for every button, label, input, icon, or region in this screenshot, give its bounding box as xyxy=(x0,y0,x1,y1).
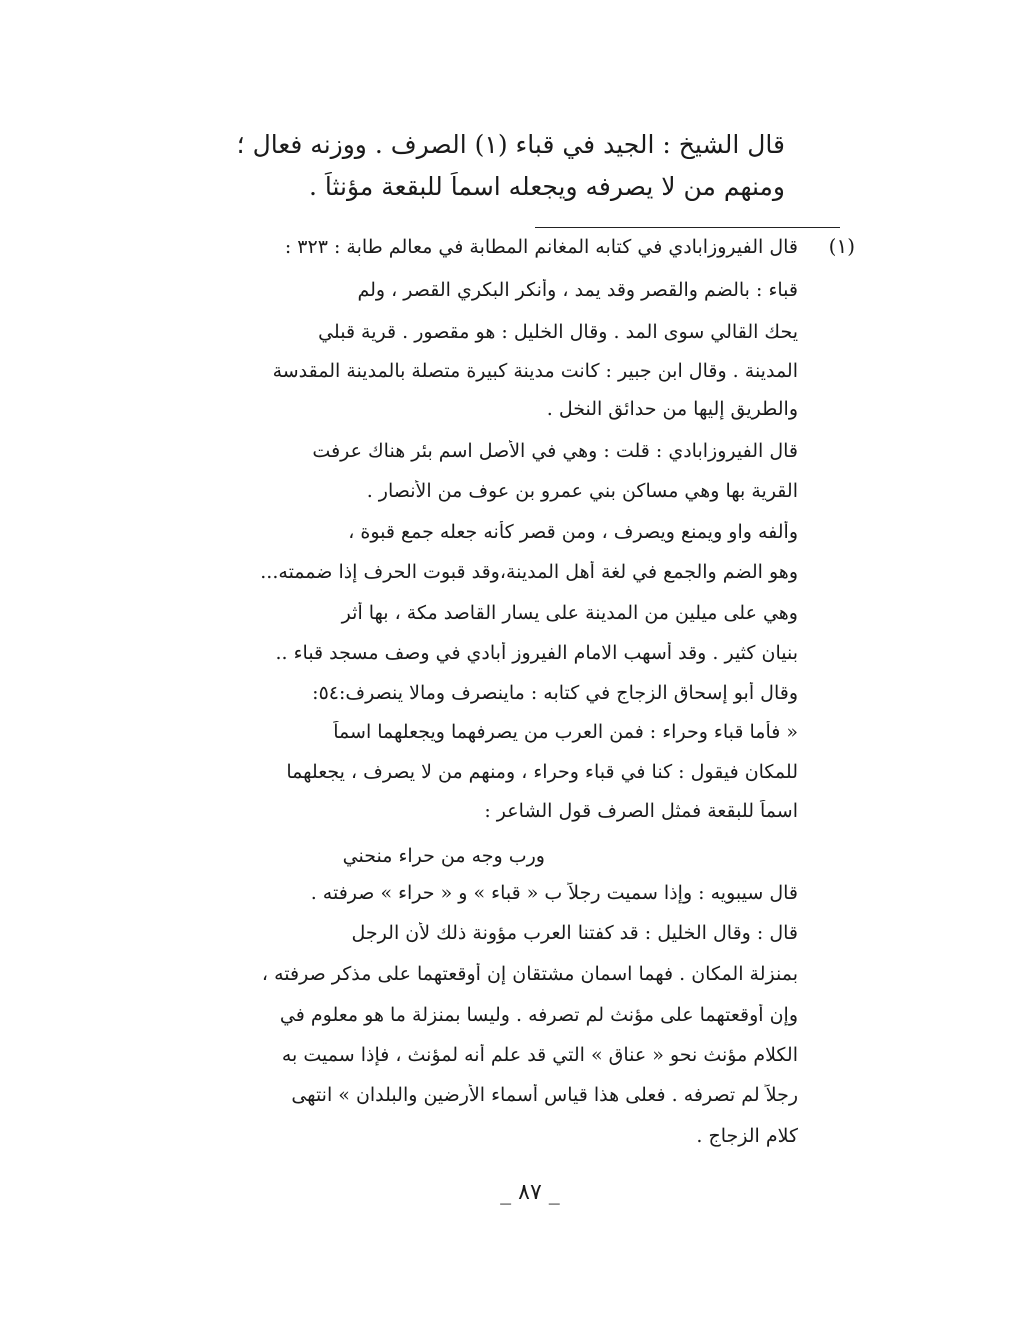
footnote-line-21: الكلام مؤنث نحو « عناق » التي قد علم أنه لمؤنث ، فإذا سميت به xyxy=(281,1044,798,1066)
footnote-line-11: بنيان كثير . وقد أسهب الامام الفيروز أبادي في وصف مسجد قباء .. xyxy=(275,642,798,664)
footnote-line-23: كلام الزجاج . xyxy=(696,1125,798,1147)
main-text-line-2: ومنهم من لا يصرفه ويجعله اسماً للبقعة مؤنثاً . xyxy=(308,172,785,201)
footnote-line-18: قال : وقال الخليل : قد كفتنا العرب مؤونة ذلك لأن الرجل xyxy=(351,922,798,944)
footnote-line-5: والطريق إليها من حدائق النخل . xyxy=(546,398,798,420)
footnote-line-15: اسماً للبقعة فمثل الصرف قول الشاعر : xyxy=(484,800,798,822)
page-number: _ ٨٧ _ xyxy=(500,1180,560,1205)
main-text-line-1: قال الشيخ : الجيد في قباء (١) الصرف . ووزنه فعال ؛ xyxy=(236,130,785,159)
footnote-line-9: وهو الضم والجمع في لغة أهل المدينة،وقد قبوت الحرف إذا ضممته... xyxy=(260,561,798,583)
footnote-line-3: يحك القالي سوى المد . وقال الخليل : هو مقصور . قرية قبلي xyxy=(318,321,798,343)
footnote-line-4: المدينة . وقال ابن جبير : كانت مدينة كبيرة متصلة بالمدينة المقدسة xyxy=(272,360,798,382)
footnote-separator xyxy=(535,227,840,228)
footnote-line-8: وألفه واو ويمنع ويصرف ، ومن قصر كأنه جعله جمع قبوة ، xyxy=(348,521,798,543)
footnote-marker: (١) xyxy=(828,234,855,258)
footnote-line-19: بمنزلة المكان . فهما اسمان مشتقان إن أوقعتهما على مذكر صرفته ، xyxy=(261,963,798,985)
footnote-line-17: قال سيبويه : وإذا سميت رجلاً ب « قباء » و « حراء » صرفته . xyxy=(310,882,798,904)
footnote-line-20: وإن أوقعتهما على مؤنث لم تصرفه . وليسا بمنزلة ما هو معلوم في xyxy=(279,1004,798,1026)
footnote-line-12: وقال أبو إسحاق الزجاج في كتابه : ماينصرف ومالا ينصرف:٥٤: xyxy=(312,682,798,704)
footnote-line-6: قال الفيروزابادي : قلت : وهي في الأصل اسم بئر هناك عرفت xyxy=(312,440,798,462)
footnote-line-14: للمكان فيقول : كنا في قباء وحراء ، ومنهم من لا يصرف ، يجعلهما xyxy=(286,761,798,783)
footnote-line-1: قال الفيروزابادي في كتابه المغانم المطابة في معالم طابة : ٣٢٣ : xyxy=(284,236,798,258)
footnote-line-2: قباء : بالضم والقصر وقد يمد ، وأنكر البكري القصر ، ولم xyxy=(357,279,798,301)
footnote-line-13: « فأما قباء وحراء : فمن العرب من يصرفهما ويجعلهما اسماً xyxy=(333,721,798,743)
footnote-line-10: وهي على ميلين من المدينة على يسار القاصد مكة ، بها أثر xyxy=(341,602,798,624)
footnote-line-22: رجلاً لم تصرفه . فعلى هذا قياس أسماء الأرضين والبلدان » انتهى xyxy=(291,1084,798,1106)
footnote-verse-line: ورب وجه من حراء منحني xyxy=(342,845,545,867)
footnote-line-7: القرية بها وهي مساكن بني عمرو بن عوف من الأنصار . xyxy=(366,480,798,502)
